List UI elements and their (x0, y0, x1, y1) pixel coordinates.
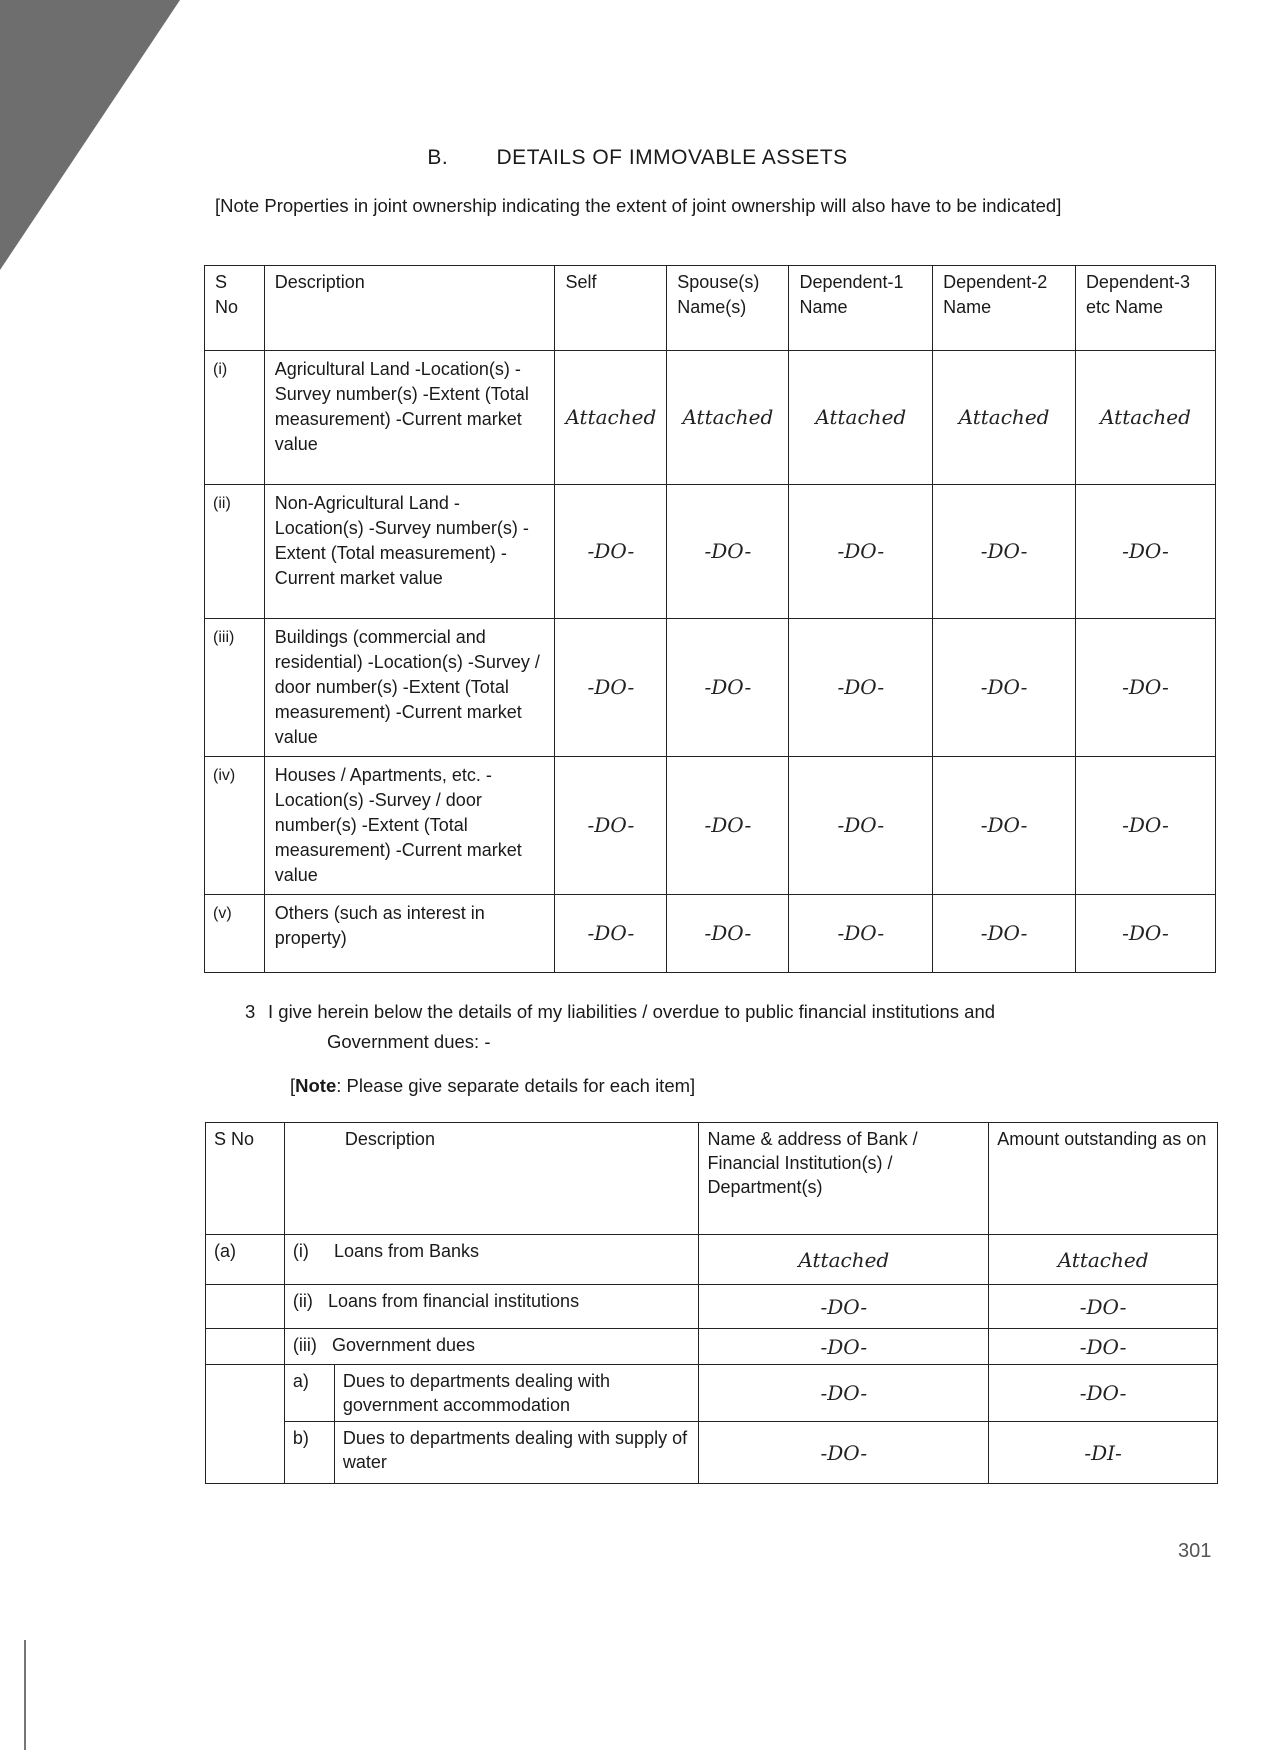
page-number: 301 (1178, 1540, 1212, 1562)
handwritten-entry: -DO- (789, 757, 933, 895)
handwritten-entry: Attached (555, 351, 667, 485)
handwritten-entry: -DO- (933, 619, 1076, 757)
row-sno: (i) (205, 351, 265, 485)
row-sub-number: a) (284, 1365, 334, 1422)
header-sno: S No (205, 266, 265, 351)
section-letter: B. (427, 146, 449, 169)
table-row (206, 1329, 1218, 1365)
liabilities-paragraph (245, 997, 1145, 1057)
handwritten-entry: -DO- (699, 1285, 989, 1329)
handwritten-entry: -DO- (1075, 895, 1215, 973)
row-description: Dues to departments dealing with supply of water (334, 1422, 699, 1484)
liabilities-table (205, 1122, 1218, 1484)
handwritten-entry: -DO- (667, 895, 789, 973)
handwritten-entry: -DO- (1075, 757, 1215, 895)
handwritten-entry: -DO- (667, 485, 789, 619)
handwritten-entry: -DO- (555, 619, 667, 757)
handwritten-entry: -DO- (555, 757, 667, 895)
paragraph-number: 3 (245, 1001, 256, 1022)
row-sno: (iii) (205, 619, 265, 757)
header-bank: Name & address of Bank / Financial Institution(s) / Department(s) (699, 1123, 989, 1235)
row-description: Buildings (commercial and residential) -Location(s) -Survey / door number(s) -Extent (Total measurement) -Current market value (264, 619, 555, 757)
row-description: Dues to departments dealing with government accommodation (334, 1365, 699, 1422)
note-text: : Please give separate details for each item] (336, 1075, 696, 1096)
group-label: (a) (206, 1235, 285, 1285)
handwritten-entry: -DO- (933, 485, 1076, 619)
row-description: Houses / Apartments, etc. -Location(s) -Survey / door number(s) -Extent (Total measurement) -Current market value (264, 757, 555, 895)
table-row (206, 1235, 1218, 1285)
note-open-bracket: [ (290, 1075, 296, 1096)
row-sub-number: b) (284, 1422, 334, 1484)
row-description: Non-Agricultural Land -Location(s) -Survey number(s) -Extent (Total measurement) -Current market value (264, 485, 555, 619)
table-row (206, 1422, 1218, 1484)
row-description (284, 1235, 699, 1285)
handwritten-entry: -DO- (667, 757, 789, 895)
handwritten-entry: -DO- (699, 1422, 989, 1484)
row-sub-number: (ii) (292, 1291, 313, 1311)
handwritten-entry: -DO- (699, 1329, 989, 1365)
row-description (284, 1329, 699, 1365)
row-description: Others (such as interest in property) (264, 895, 555, 973)
header-dependent-3: Dependent-3 etc Name (1075, 266, 1215, 351)
header-dependent-1: Dependent-1 Name (789, 266, 933, 351)
header-amount: Amount outstanding as on (989, 1123, 1218, 1235)
section-heading (0, 146, 1275, 170)
handwritten-entry: -DO- (667, 619, 789, 757)
handwritten-entry: -DI- (989, 1422, 1218, 1484)
row-description (284, 1285, 699, 1329)
table-row (205, 351, 1216, 485)
row-sno: (v) (205, 895, 265, 973)
separate-details-note (290, 1075, 695, 1097)
table-header-row (206, 1123, 1218, 1235)
table-row (205, 485, 1216, 619)
handwritten-entry: -DO- (789, 895, 933, 973)
row-description-text: Loans from financial institutions (327, 1291, 580, 1311)
immovable-assets-table (204, 265, 1216, 973)
table-row (206, 1285, 1218, 1329)
empty-cell (206, 1285, 285, 1329)
header-spouse: Spouse(s) Name(s) (667, 266, 789, 351)
row-description: Agricultural Land -Location(s) -Survey number(s) -Extent (Total measurement) -Current market value (264, 351, 555, 485)
row-sub-number: (i) (292, 1241, 309, 1261)
row-sub-number: (iii) (292, 1335, 317, 1355)
handwritten-entry: -DO- (933, 757, 1076, 895)
handwritten-entry: -DO- (555, 895, 667, 973)
handwritten-entry: -DO- (989, 1285, 1218, 1329)
table-row (206, 1365, 1218, 1422)
handwritten-entry: Attached (789, 351, 933, 485)
handwritten-entry: -DO- (789, 485, 933, 619)
note-label: Note (295, 1075, 337, 1096)
row-sno: (ii) (205, 485, 265, 619)
header-description: Description (284, 1123, 699, 1235)
row-description-text: Loans from Banks (333, 1241, 480, 1261)
handwritten-entry: Attached (989, 1235, 1218, 1285)
handwritten-entry: -DO- (933, 895, 1076, 973)
handwritten-entry: -DO- (555, 485, 667, 619)
table-row (205, 757, 1216, 895)
handwritten-entry: Attached (667, 351, 789, 485)
handwritten-entry: -DO- (699, 1365, 989, 1422)
row-description-text: Government dues (331, 1335, 476, 1355)
header-description: Description (264, 266, 555, 351)
empty-cell (206, 1329, 285, 1365)
handwritten-entry: -DO- (989, 1365, 1218, 1422)
handwritten-entry: Attached (933, 351, 1076, 485)
row-sno: (iv) (205, 757, 265, 895)
header-self: Self (555, 266, 667, 351)
joint-ownership-note: [Note Properties in joint ownership indicating the extent of joint ownership will also have to be indicated] (215, 195, 1062, 216)
header-dependent-2: Dependent-2 Name (933, 266, 1076, 351)
liabilities-line-2: Government dues: - (327, 1031, 491, 1052)
handwritten-entry: -DO- (989, 1329, 1218, 1365)
liabilities-line-1: I give herein below the details of my liabilities / overdue to public financial institutions and (268, 1001, 996, 1022)
table-row (205, 895, 1216, 973)
handwritten-entry: Attached (699, 1235, 989, 1285)
empty-cell (206, 1365, 285, 1484)
handwritten-entry: Attached (1075, 351, 1215, 485)
table-header-row (205, 266, 1216, 351)
handwritten-entry: -DO- (1075, 619, 1215, 757)
section-title: DETAILS OF IMMOVABLE ASSETS (496, 146, 848, 169)
handwritten-entry: -DO- (1075, 485, 1215, 619)
table-row (205, 619, 1216, 757)
handwritten-entry: -DO- (789, 619, 933, 757)
header-sno: S No (206, 1123, 285, 1235)
